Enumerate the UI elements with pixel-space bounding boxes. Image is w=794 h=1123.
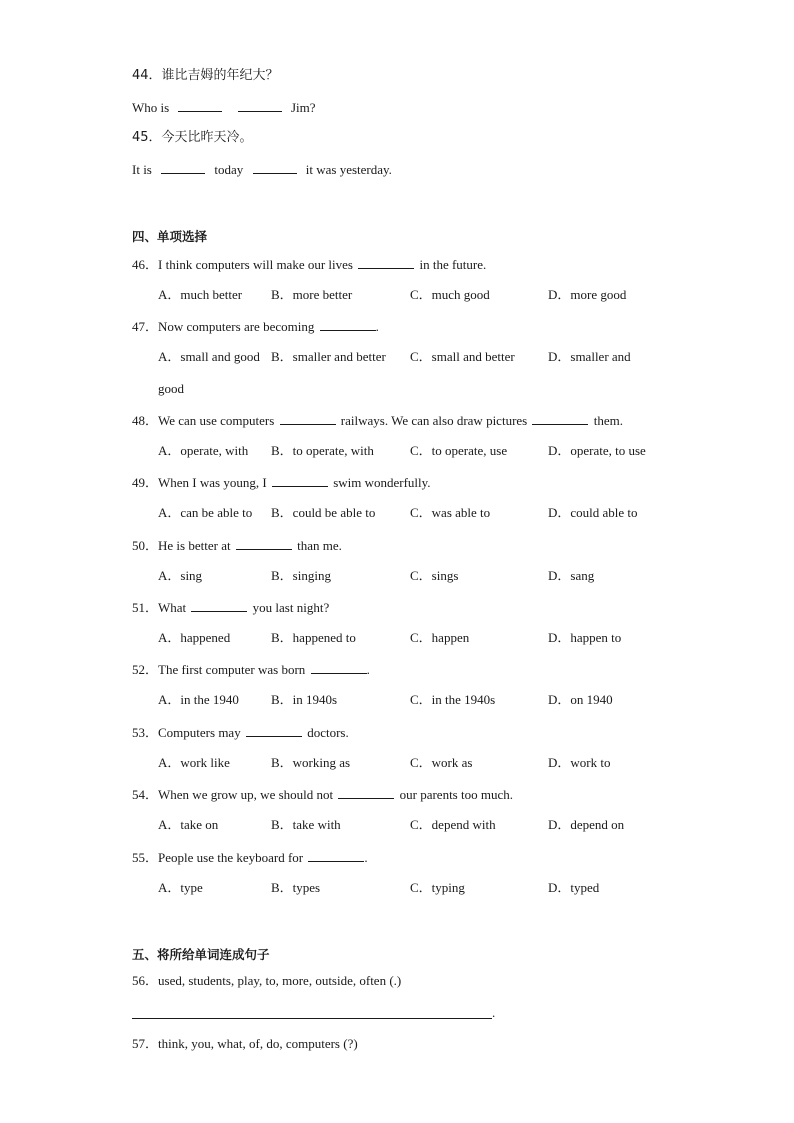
q47-option-a[interactable]: A．small and good xyxy=(158,349,260,364)
q50-number: 50． xyxy=(132,538,159,553)
q57-stem xyxy=(132,1036,358,1052)
q47-option-b[interactable]: B．smaller and better xyxy=(271,349,386,364)
q45-english xyxy=(132,161,392,178)
q51-stem xyxy=(132,599,329,616)
q44-blank-2[interactable] xyxy=(238,99,282,112)
q44-chinese xyxy=(132,68,279,84)
q51-number: 51． xyxy=(132,600,159,615)
q56-text: used, students, play, to, more, outside, often (.) xyxy=(158,973,402,988)
q47-option-d-wrap[interactable]: good xyxy=(158,381,184,396)
q48-text-pre: We can use computers xyxy=(158,413,275,428)
q53-option-c[interactable]: C．work as xyxy=(410,755,473,770)
q46-option-b[interactable]: B．more better xyxy=(271,287,353,302)
q46-number: 46． xyxy=(132,257,159,272)
q46-option-d[interactable]: D．more good xyxy=(548,287,627,302)
q45-text-c: it was yesterday. xyxy=(305,162,392,177)
q53-number: 53． xyxy=(132,725,159,740)
q53-stem xyxy=(132,724,349,741)
q51-option-d[interactable]: D．happen to xyxy=(548,630,622,645)
q53-text-pre: Computers may xyxy=(158,725,241,740)
q49-option-a[interactable]: A．can be able to xyxy=(158,505,253,520)
q50-blank[interactable] xyxy=(236,537,292,550)
q49-option-d[interactable]: D．could able to xyxy=(548,505,638,520)
q55-option-a[interactable]: A．type xyxy=(158,880,203,895)
q45-text-b: today xyxy=(214,162,244,177)
q53-text-post: doctors. xyxy=(307,725,349,740)
q49-text-post: swim wonderfully. xyxy=(333,475,431,490)
q47-stem xyxy=(132,318,379,335)
q48-blank-1[interactable] xyxy=(280,412,336,425)
q56-number: 56． xyxy=(132,973,159,988)
q56-answer-period: . xyxy=(492,1005,496,1020)
q49-option-b[interactable]: B．could be able to xyxy=(271,505,376,520)
q53-option-d[interactable]: D．work to xyxy=(548,755,611,770)
q52-text-post: . xyxy=(366,662,370,677)
q50-text-pre: He is better at xyxy=(158,538,231,553)
q53-blank[interactable] xyxy=(246,724,302,737)
q47-text-post: . xyxy=(375,319,379,334)
q57-text: think, you, what, of, do, computers (?) xyxy=(158,1036,358,1051)
q53-option-b[interactable]: B．working as xyxy=(271,755,351,770)
q44-text-a: Who is xyxy=(132,100,170,115)
q55-text-pre: People use the keyboard for xyxy=(158,850,304,865)
q54-text-post: our parents too much. xyxy=(399,787,513,802)
q48-text-post: them. xyxy=(593,413,623,428)
q50-option-d[interactable]: D．sang xyxy=(548,568,595,583)
section-5-title: 五、将所给单词连成句子 xyxy=(132,947,270,962)
q49-option-c[interactable]: C．was able to xyxy=(410,505,491,520)
q55-text-post: . xyxy=(364,850,368,865)
q46-text-pre: I think computers will make our lives xyxy=(158,257,353,272)
q48-stem xyxy=(132,412,623,429)
q51-option-c[interactable]: C．happen xyxy=(410,630,470,645)
q48-option-a[interactable]: A．operate, with xyxy=(158,443,249,458)
q49-stem xyxy=(132,474,431,491)
q54-option-d[interactable]: D．depend on xyxy=(548,817,625,832)
q55-option-d[interactable]: D．typed xyxy=(548,880,600,895)
q49-number: 49． xyxy=(132,475,159,490)
q49-blank[interactable] xyxy=(272,474,328,487)
q54-option-b[interactable]: B．take with xyxy=(271,817,341,832)
q50-option-b[interactable]: B．singing xyxy=(271,568,331,583)
q51-option-b[interactable]: B．happened to xyxy=(271,630,356,645)
q46-option-c[interactable]: C．much good xyxy=(410,287,490,302)
q50-option-a[interactable]: A．sing xyxy=(158,568,203,583)
q45-blank-2[interactable] xyxy=(253,161,297,174)
q52-text-pre: The first computer was born xyxy=(158,662,306,677)
q47-number: 47． xyxy=(132,319,159,334)
q55-number: 55． xyxy=(132,850,159,865)
q56-answer-line[interactable] xyxy=(132,1018,492,1019)
q50-option-c[interactable]: C．sings xyxy=(410,568,459,583)
q53-option-a[interactable]: A．work like xyxy=(158,755,230,770)
q44-text-b: Jim? xyxy=(290,100,316,115)
q46-blank[interactable] xyxy=(358,256,414,269)
q44-number: 44． xyxy=(132,68,162,83)
q50-stem xyxy=(132,537,342,554)
section-4-title: 四、单项选择 xyxy=(132,229,208,244)
q54-blank[interactable] xyxy=(338,786,394,799)
q47-option-c[interactable]: C．small and better xyxy=(410,349,515,364)
q52-option-a[interactable]: A．in the 1940 xyxy=(158,692,239,707)
q52-option-d[interactable]: D．on 1940 xyxy=(548,692,613,707)
q44-blank-1[interactable] xyxy=(178,99,222,112)
q56-stem xyxy=(132,973,401,989)
q55-option-b[interactable]: B．types xyxy=(271,880,321,895)
q54-text-pre: When we grow up, we should not xyxy=(158,787,334,802)
q47-text-pre: Now computers are becoming xyxy=(158,319,315,334)
q57-number: 57． xyxy=(132,1036,159,1051)
q48-text-mid: railways. We can also draw pictures xyxy=(340,413,528,428)
q51-option-a[interactable]: A．happened xyxy=(158,630,231,645)
q45-chinese-text: 今天比昨天冷。 xyxy=(161,130,253,145)
q45-number: 45． xyxy=(132,130,162,145)
q45-blank-1[interactable] xyxy=(161,161,205,174)
q49-text-pre: When I was young, I xyxy=(158,475,267,490)
q48-option-d[interactable]: D．operate, to use xyxy=(548,443,646,458)
q52-blank[interactable] xyxy=(311,661,367,674)
q52-number: 52． xyxy=(132,662,159,677)
q55-blank[interactable] xyxy=(308,849,364,862)
q54-option-c[interactable]: C．depend with xyxy=(410,817,496,832)
q54-stem xyxy=(132,786,513,803)
q55-option-c[interactable]: C．typing xyxy=(410,880,465,895)
q48-number: 48． xyxy=(132,413,159,428)
q46-option-a[interactable]: A．much better xyxy=(158,287,243,302)
q55-stem xyxy=(132,849,368,866)
q52-stem xyxy=(132,661,370,678)
q45-text-a: It is xyxy=(132,162,152,177)
q51-text-post: you last night? xyxy=(252,600,330,615)
q48-blank-2[interactable] xyxy=(532,412,588,425)
q48-option-b[interactable]: B．to operate, with xyxy=(271,443,374,458)
q52-option-b[interactable]: B．in 1940s xyxy=(271,692,338,707)
q45-chinese xyxy=(132,130,253,146)
q52-option-c[interactable]: C．in the 1940s xyxy=(410,692,496,707)
q46-stem xyxy=(132,256,486,273)
q44-english xyxy=(132,99,316,116)
q46-text-post: in the future. xyxy=(419,257,487,272)
q54-option-a[interactable]: A．take on xyxy=(158,817,219,832)
q48-option-c[interactable]: C．to operate, use xyxy=(410,443,508,458)
q47-option-d[interactable]: D．smaller and xyxy=(548,349,631,364)
q54-number: 54． xyxy=(132,787,159,802)
q44-chinese-text: 谁比吉姆的年纪大？ xyxy=(161,68,279,83)
q50-text-post: than me. xyxy=(297,538,342,553)
q47-blank[interactable] xyxy=(320,318,376,331)
q51-text-pre: What xyxy=(158,600,187,615)
q51-blank[interactable] xyxy=(191,599,247,612)
